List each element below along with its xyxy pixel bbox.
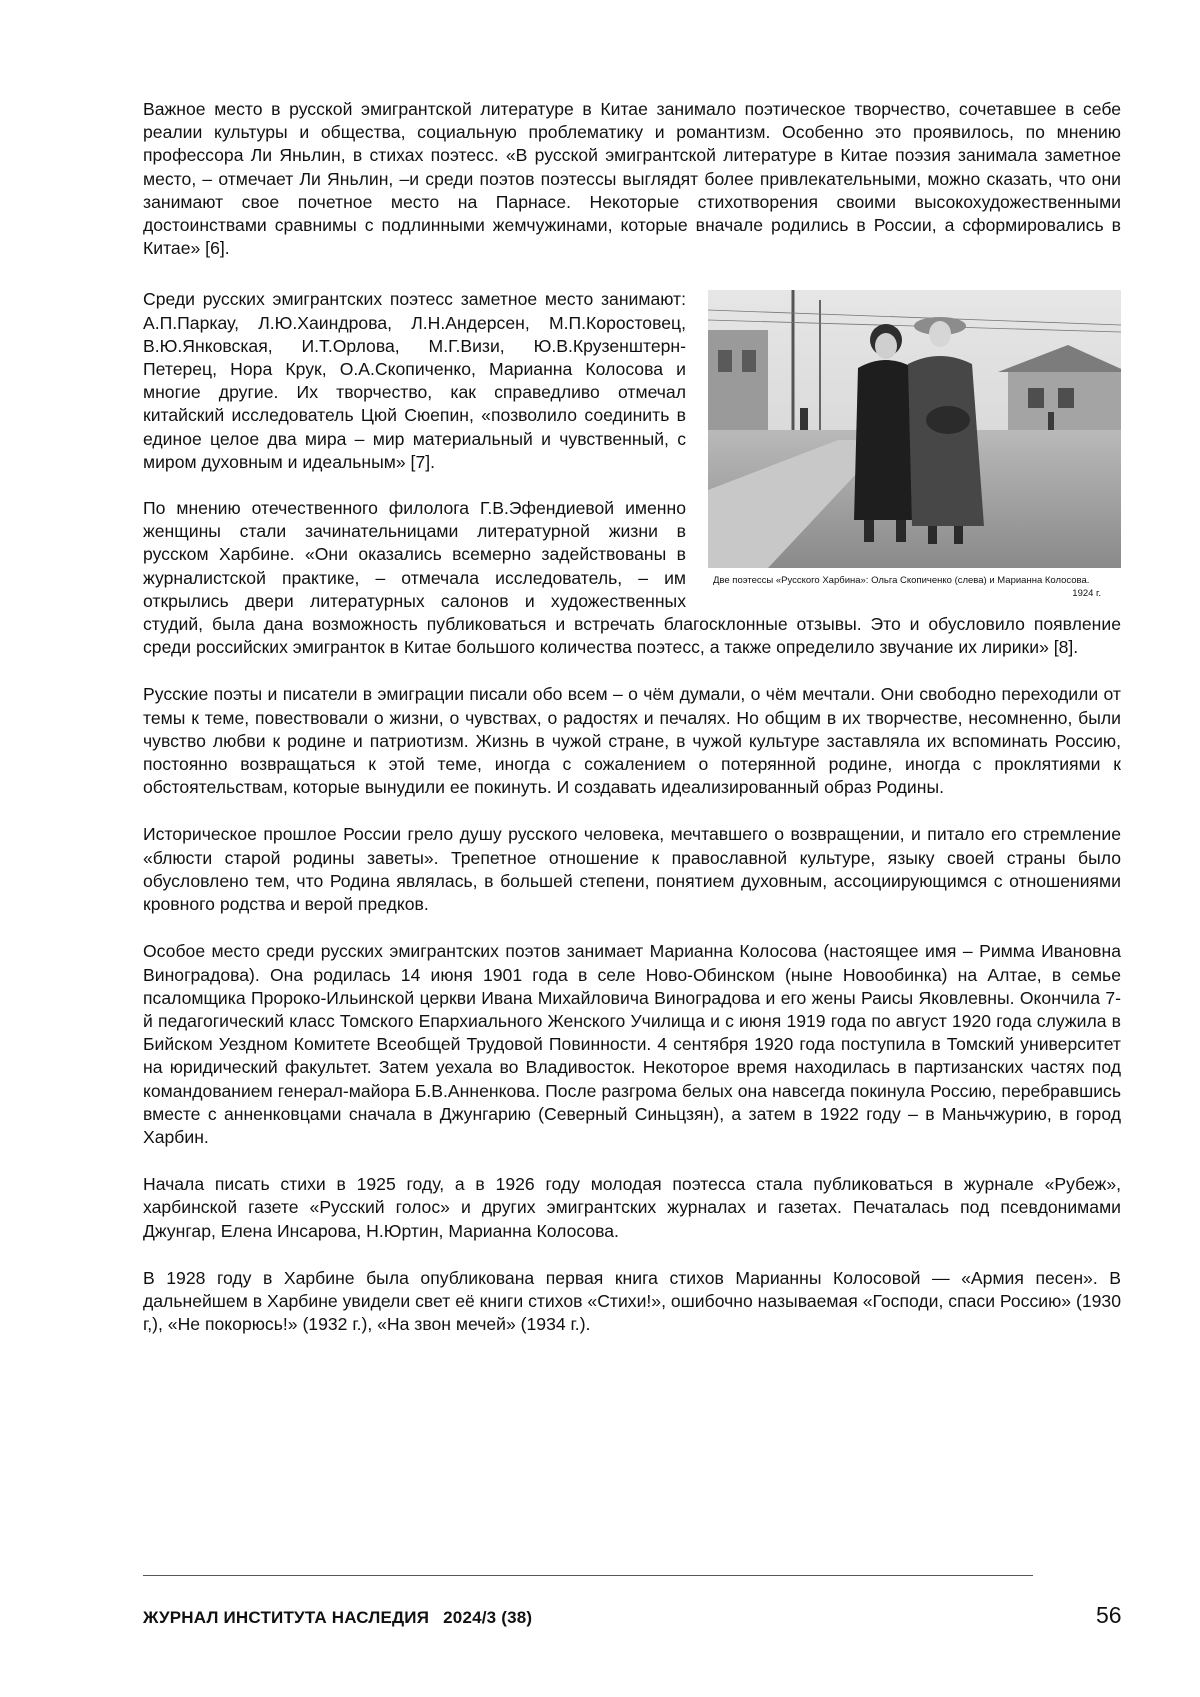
paragraph-5: Историческое прошлое России грело душу русского человека, мечтавшего о возвращении, и питало его стремление «блюсти старой родины заветы». Трепетное отношение к православной культуре, языку своей страны было обусловлено тем, что Родина являлась, в большей степени, понятием духовным, ассоциирующимся с отношениями кровного родства и верой предков. — [143, 824, 1121, 915]
journal-title: ЖУРНАЛ ИНСТИТУТА НАСЛЕДИЯ — [143, 1608, 430, 1627]
paragraph-1: Важное место в русской эмигрантской литературе в Китае занимало поэтическое творчество, сочетавшее в себе реалии культуры и общества, социальную проблематику и романтизм. Особенно это проявилось, по мнению профессора Ли Яньлин, в стихах поэтесс. «В русской эмигрантской литературе в Китае поэзия занимала заметное место, – отмечает Ли Яньлин, ‒и среди поэтов поэтессы выглядят более привлекательными, можно сказать, что они занимают свое почетное место на Парнасе. Некоторые стихотворения своими высокохудожественными достоинствами сравнимы с подлинными жемчужинами, которые вначале родились в России, а сформировались в Китае» [6]. — [143, 99, 1121, 259]
paragraph-3: По мнению отечественного филолога Г.В.Эфендиевой именно женщины стали зачинательницами литературной жизни в русском Харбине. «Они оказались всемерно задействованы в журналистской практике, ‒ отмечала исследователь, ‒ им открылись двери литературных салонов и художественных студий, была дана возможность публиковаться и встречать благосклонные отзывы. Это и обусловило появление среди российских эмигранток в Китае большого количества поэтесс, а также определило звучание их лирики» [8]. — [143, 498, 1121, 658]
paragraph-7: Начала писать стихи в 1925 году, а в 1926 году молодая поэтесса стала публиковаться в журнале «Рубеж», харбинской газете «Русский голос» и других эмигрантских журналах и газетах. Печаталась под псевдонимами Джунгар, Елена Инсарова, Н.Юртин, Марианна Колосова. — [143, 1174, 1121, 1241]
journal-issue: 2024/3 (38) — [443, 1608, 533, 1627]
paragraph-8: В 1928 году в Харбине была опубликована первая книга стихов Марианны Колосовой — «Армия песен». В дальнейшем в Харбине увидели свет её книги стихов «Стихи!», ошибочно называемая «Господи, спаси Россию» (1930 г,), «Не покорюсь!» (1932 г.), «На звон мечей» (1934 г.). — [143, 1267, 1121, 1335]
paragraph-6: Особое место среди русских эмигрантских поэтов занимает Марианна Колосова (настоящее имя – Римма Ивановна Виноградова). Она родилась 14 июня 1901 года в селе Ново-Обинском (ныне Новообинка) на Алтае, в семье псаломщика Пророко-Ильинской церкви Ивана Михайловича Виноградова и его жены Раисы Яковлевны. Окончила 7-й педагогический класс Томского Епархиального Женского Училища и с июня 1919 года по август 1920 года служила в Бийском Уездном Комитете Всеобщей Трудовой Повинности. 4 сентября 1920 года поступила в Томский университет на юридический факультет. Затем уехала во Владивосток. Некоторое время находилась в партизанских частях под командованием генерал-майора Б.В.Анненкова. После разгрома белых она навсегда покинула Россию, перебравшись вместе с анненковцами сначала в Джунгарию (Северный Синьцзян), а затем в 1922 году – в Маньчжурию, в город Харбин. — [143, 941, 1121, 1147]
paragraph-2: Среди русских эмигрантских поэтесс заметное место занимают: А.П.Паркау, Л.Ю.Хаиндрова, Л.Н.Андерсен, М.П.Коростовец, В.Ю.Янковская, И.Т.Орлова, М.Г.Визи, Ю.В.Крузенштерн-Петерец, Нора Крук, О.А.Скопиченко, Марианна Колосова и многие другие. Их творчество, как справедливо отмечал китайский исследователь Цюй Сюепин, «позволило соединить в единое целое два мира – мир материальный и чувственный, с миром духовным и идеальным» [7]. — [143, 289, 686, 472]
photo-caption — [708, 574, 1121, 600]
paragraph-4: Русские поэты и писатели в эмиграции писали обо всем – о чём думали, о чём мечтали. Они свободно переходили от темы к теме, повествовали о жизни, о чувствах, о радостях и печалях. Но общим в их творчестве, несомненно, были чувство любви к родине и патриотизм. Жизнь в чужой стране, в чужой культуре заставляла их вспоминать Россию, постоянно возвращаться к этой теме, иногда с сожалением о потерянной родине, иногда с проклятиями к обстоятельствам, которые вынудили ее покинуть. И создавать идеализированный образ Родины. — [143, 684, 1121, 798]
footer-divider — [143, 1575, 1033, 1576]
caption-text: Две поэтессы «Русского Харбина»: Ольга Скопиченко (слева) и Марианна Колосова. — [713, 575, 1090, 587]
caption-year: 1924 г. — [1072, 588, 1101, 600]
footer-journal — [143, 1608, 532, 1628]
page-number: 56 — [1096, 1602, 1122, 1628]
photo-figure — [708, 290, 1121, 600]
historic-photo — [708, 290, 1121, 568]
page-body — [143, 98, 1121, 1336]
